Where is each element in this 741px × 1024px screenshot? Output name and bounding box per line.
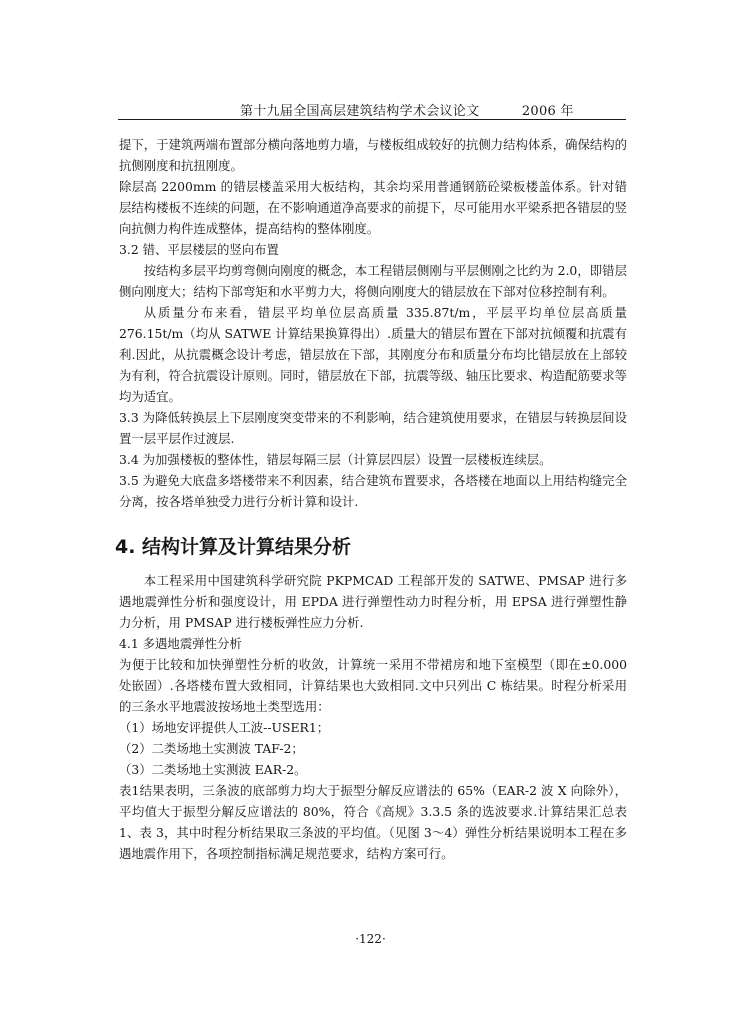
- header-rule: [118, 119, 626, 120]
- paragraph: 4.1 多遇地震弹性分析: [119, 636, 242, 651]
- paragraph: 本工程采用中国建筑科学研究院 PKPMCAD 工程部开发的 SATWE、PMSAP 进行多遇地震弹性分析和强度设计，用 EPDA 进行弹塑性动力时程分析，用 EPSA 进行弹塑性静力分析，用 PMSAP 进行楼板弹性应力分析.: [119, 573, 627, 630]
- paragraph: 表1结果表明，三条波的底部剪力均大于振型分解反应谱法的 65%（EAR-2 波 X 向除外），平均值大于振型分解反应谱法的 80%，符合《高规》3.3.5 条的选波要求.计算结果汇总表 1、表 3，其中时程分析结果取三条波的平均值。（见图 3～4）弹性分析结果说明本工程在多遇地震作用下，各项控制指标满足规范要求，结构方案可行。: [119, 783, 627, 861]
- running-header: [240, 100, 574, 119]
- paragraph: 除层高 2200mm 的错层楼盖采用大板结构，其余均采用普通钢筋砼梁板楼盖体系。针对错层结构楼板不连续的问题，在不影响通道净高要求的前提下，尽可能用水平梁系把各错层的竖向抗侧力构件连成整体，提高结构的整体刚度。: [119, 179, 628, 236]
- page-number: ·122·: [355, 932, 386, 946]
- paragraph: 3.5 为避免大底盘多塔楼带来不利因素，结合建筑布置要求，各塔楼在地面以上用结构缝完全分离，按各塔单独受力进行分析计算和设计.: [119, 473, 627, 509]
- paragraph: 从质量分布来看，错层平均单位层高质量 335.87t/m，平层平均单位层高质量 276.15t/m（均从 SATWE 计算结果换算得出）.质量大的错层布置在下部对抗倾覆和抗震有利.因此，从抗震概念设计考虑，错层放在下部，其刚度分布和质量分布均比错层放在上部较为有利，符合抗震设计原则。同时，错层放在下部，抗震等级、轴压比要求、构造配筋要求等均为适宜。: [119, 305, 628, 404]
- paragraph: 按结构多层平均剪弯侧向刚度的概念，本工程错层侧刚与平层侧刚之比约为 2.0，即错层侧向刚度大；结构下部弯矩和水平剪力大，将侧向刚度大的错层放在下部对位移控制有利。: [119, 263, 627, 299]
- section-4-body: [119, 570, 627, 864]
- paragraph: 3.3 为降低转换层上下层刚度突变带来的不利影响，结合建筑使用要求，在错层与转换层间设置一层平层作过渡层.: [119, 410, 627, 446]
- header-title: 第十九届全国高层建筑结构学术会议论文: [240, 104, 480, 119]
- section-3-body: [119, 134, 627, 512]
- paragraph: （1）场地安评提供人工波--USER1；: [119, 720, 330, 735]
- header-year: 2006 年: [521, 104, 574, 119]
- paragraph: （3）二类场地土实测波 EAR-2。: [119, 762, 307, 777]
- paragraph: 3.2 错、平层楼层的竖向布置: [119, 242, 279, 257]
- section-4-heading: 4. 结构计算及计算结果分析: [115, 536, 352, 558]
- paragraph: 提下，于建筑两端布置部分横向落地剪力墙，与楼板组成较好的抗侧力结构体系，确保结构的抗侧刚度和抗扭刚度。: [119, 137, 628, 173]
- paragraph: 为便于比较和加快弹塑性分析的收敛，计算统一采用不带裙房和地下室模型（即在±0.000 处嵌固）.各塔楼布置大致相同，计算结果也大致相同.文中只列出 C 栋结果。时程分析采用的三条水平地震波按场地土类型选用：: [119, 657, 627, 714]
- paragraph: 3.4 为加强楼板的整体性，错层每隔三层（计算层四层）设置一层楼板连续层。: [119, 452, 552, 467]
- paragraph: （2）二类场地土实测波 TAF-2；: [119, 741, 304, 756]
- page-body: [115, 134, 628, 864]
